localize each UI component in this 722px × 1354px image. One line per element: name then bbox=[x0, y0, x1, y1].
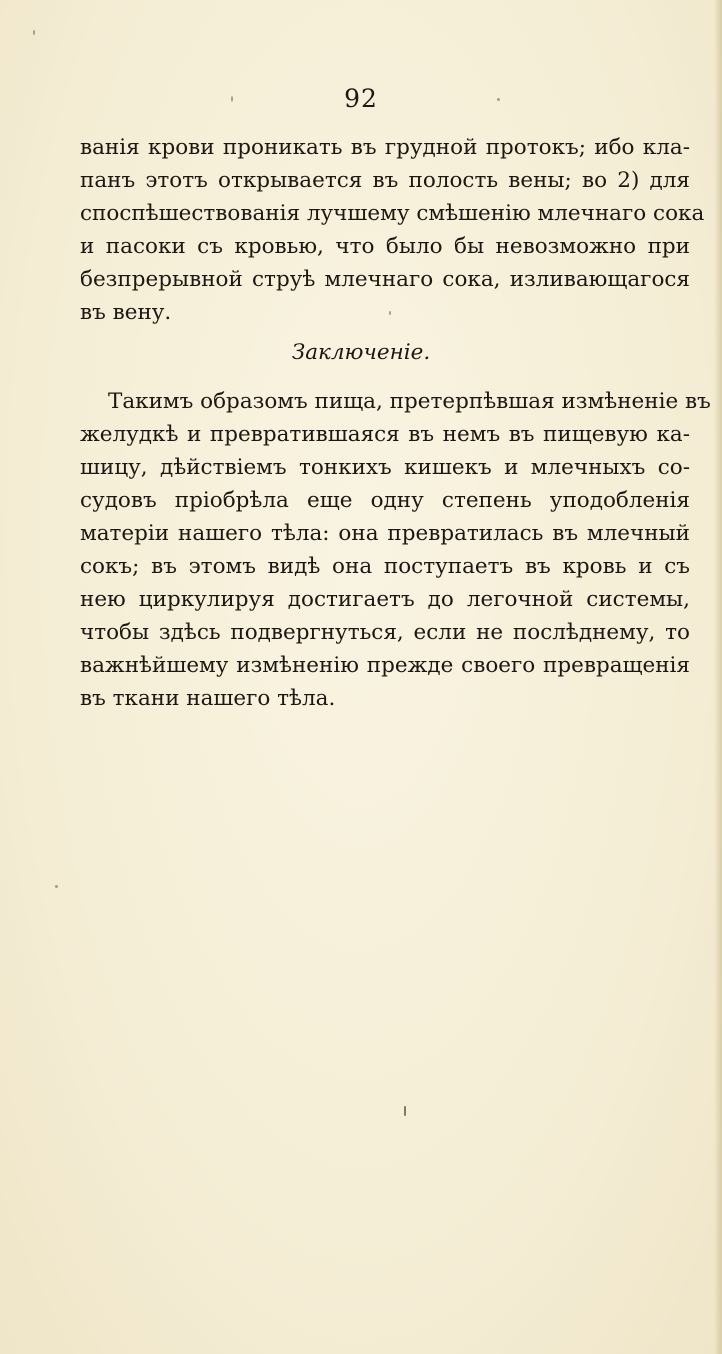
text-line: въ вену. bbox=[80, 300, 172, 325]
text-line: панъ этотъ открывается въ полость вены; во 2) для bbox=[80, 168, 690, 193]
text-line: шицу, дѣйствіемъ тонкихъ кишекъ и млечныхъ со- bbox=[80, 455, 690, 480]
text-line: и пасоки съ кровью, что было бы невозможно при bbox=[80, 234, 690, 259]
text-line: судовъ пріобрѣла еще одну степень уподобленія bbox=[80, 488, 690, 513]
paper-speck bbox=[497, 98, 500, 101]
text-line: безпрерывной струѣ млечнаго сока, изливающагося bbox=[80, 267, 690, 292]
paper-speck bbox=[231, 96, 233, 102]
text-line: сокъ; въ этомъ видѣ она поступаетъ въ кровь и съ bbox=[80, 554, 690, 579]
text-line: ванія крови проникать въ грудной протокъ; ибо кла- bbox=[80, 135, 690, 160]
text-line: въ ткани нашего тѣла. bbox=[80, 686, 336, 711]
paragraph-conclusion bbox=[80, 385, 711, 715]
text-line: споспѣшествованія лучшему смѣшенію млечнаго сока bbox=[80, 201, 705, 226]
page-number: 92 bbox=[344, 84, 378, 113]
text-line: чтобы здѣсь подвергнуться, если не послѣднему, то bbox=[80, 620, 690, 645]
text-line: желудкѣ и превратившаяся въ немъ въ пищевую ка- bbox=[80, 422, 690, 447]
page-edge-shadow bbox=[714, 0, 722, 1354]
paragraph-continued bbox=[80, 131, 705, 329]
text-line: нею циркулируя достигаетъ до легочной системы, bbox=[80, 587, 690, 612]
paper-speck bbox=[389, 311, 391, 315]
text-line: Такимъ образомъ пища, претерпѣвшая измѣненіе въ bbox=[108, 389, 711, 414]
text-line: важнѣйшему измѣненію прежде своего превращенія bbox=[80, 653, 690, 678]
paper-speck bbox=[33, 30, 35, 35]
section-heading: Заключеніе. bbox=[291, 340, 431, 365]
paper-speck bbox=[55, 885, 58, 888]
paper-speck bbox=[404, 1106, 406, 1116]
text-line: матеріи нашего тѣла: она превратилась въ млечный bbox=[80, 521, 690, 546]
